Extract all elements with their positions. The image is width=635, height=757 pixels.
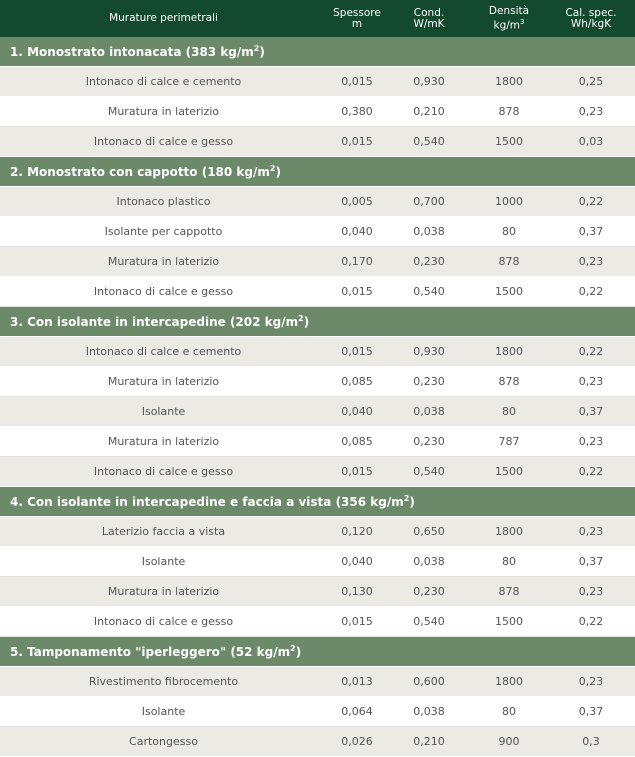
table-row bbox=[0, 247, 635, 277]
header-name-label: Murature perimetrali bbox=[109, 12, 218, 24]
table-row bbox=[0, 607, 635, 637]
section-title-text: 1. Monostrato intonacata (383 kg/m bbox=[10, 45, 254, 59]
section-title bbox=[10, 314, 309, 329]
section-title-close: ) bbox=[303, 315, 310, 329]
section-title bbox=[10, 44, 265, 59]
cell-cal: 0,37 bbox=[578, 225, 604, 238]
cell-cond: 0,650 bbox=[413, 525, 445, 538]
table-row bbox=[0, 727, 635, 757]
cell-cond: 0,038 bbox=[413, 555, 445, 568]
cell-spessore: 0,015 bbox=[341, 615, 373, 628]
cell-spessore: 0,130 bbox=[341, 585, 373, 598]
cell-material: Muratura in laterizio bbox=[107, 585, 220, 598]
cell-material: Isolante bbox=[141, 405, 186, 418]
cell-cal: 0,25 bbox=[578, 75, 604, 88]
header-spessore-label: Spessore bbox=[333, 6, 381, 19]
cell-densita: 80 bbox=[502, 405, 516, 418]
table-row bbox=[0, 367, 635, 397]
cell-material: Muratura in laterizio bbox=[107, 255, 220, 268]
cell-material: Muratura in laterizio bbox=[107, 105, 220, 118]
cell-material: Muratura in laterizio bbox=[107, 375, 220, 388]
cell-cal: 0,37 bbox=[578, 405, 604, 418]
cell-densita: 1500 bbox=[495, 615, 523, 628]
table-row bbox=[0, 67, 635, 97]
cell-spessore: 0,085 bbox=[341, 435, 373, 448]
header-cal-label: Cal. spec. bbox=[565, 6, 617, 19]
table-row bbox=[0, 577, 635, 607]
cell-densita: 80 bbox=[502, 225, 516, 238]
cell-spessore: 0,015 bbox=[341, 135, 373, 148]
section-title-text: 2. Monostrato con cappotto (180 kg/m bbox=[10, 165, 270, 179]
table-row bbox=[0, 277, 635, 307]
section-title-close: ) bbox=[295, 645, 302, 659]
table-row bbox=[0, 547, 635, 577]
section-title-text: 4. Con isolante in intercapedine e faccia a vista (356 kg/m bbox=[10, 495, 404, 509]
cell-cal: 0,03 bbox=[578, 135, 604, 148]
cell-spessore: 0,170 bbox=[341, 255, 373, 268]
section-title bbox=[10, 644, 301, 659]
section-header bbox=[0, 487, 635, 517]
table-header bbox=[0, 0, 635, 37]
cell-cond: 0,038 bbox=[413, 225, 445, 238]
cell-densita: 878 bbox=[498, 585, 520, 598]
cell-cond: 0,038 bbox=[413, 405, 445, 418]
cell-spessore: 0,040 bbox=[341, 225, 373, 238]
section-title-close: ) bbox=[275, 165, 281, 179]
table-row bbox=[0, 427, 635, 457]
section-title-exp: 2 bbox=[290, 644, 296, 653]
cell-densita: 1800 bbox=[495, 345, 523, 358]
cell-cal: 0,3 bbox=[582, 735, 600, 748]
section-title-exp: 2 bbox=[403, 494, 410, 503]
cell-cal: 0,22 bbox=[578, 465, 604, 478]
header-densita bbox=[471, 6, 547, 32]
cell-material: Isolante bbox=[141, 705, 186, 718]
cell-cond: 0,230 bbox=[413, 255, 445, 268]
cell-densita: 900 bbox=[498, 735, 520, 748]
cell-material: Intonaco di calce e cemento bbox=[85, 345, 242, 358]
section-header bbox=[0, 307, 635, 337]
cell-densita: 1800 bbox=[495, 75, 523, 88]
cell-cond: 0,930 bbox=[413, 75, 445, 88]
cell-cond: 0,540 bbox=[413, 615, 445, 628]
section-title bbox=[10, 494, 415, 509]
table-row bbox=[0, 517, 635, 547]
cell-material: Rivestimento fibrocemento bbox=[88, 675, 239, 688]
table-row bbox=[0, 127, 635, 157]
cell-material: Intonaco di calce e gesso bbox=[93, 615, 234, 628]
header-cond bbox=[387, 8, 471, 30]
cell-material: Intonaco di calce e gesso bbox=[93, 465, 234, 478]
cell-densita: 1500 bbox=[495, 285, 523, 298]
table-row bbox=[0, 337, 635, 367]
cell-densita: 878 bbox=[498, 375, 520, 388]
table-row bbox=[0, 667, 635, 697]
section-header bbox=[0, 37, 635, 67]
cell-cond: 0,540 bbox=[413, 135, 445, 148]
cell-spessore: 0,005 bbox=[341, 195, 373, 208]
table-body bbox=[0, 37, 635, 757]
cell-spessore: 0,015 bbox=[341, 285, 373, 298]
cell-cal: 0,23 bbox=[578, 675, 604, 688]
cell-densita: 1800 bbox=[495, 525, 523, 538]
section-title-close: ) bbox=[409, 495, 415, 509]
cell-spessore: 0,015 bbox=[341, 345, 373, 358]
cell-cal: 0,22 bbox=[578, 615, 604, 628]
cell-cal: 0,37 bbox=[578, 705, 604, 718]
header-densita-unit bbox=[494, 17, 525, 32]
header-densita-unit-base: kg/m bbox=[493, 19, 521, 32]
cell-material: Isolante bbox=[141, 555, 186, 568]
table-row bbox=[0, 697, 635, 727]
cell-material: Isolante per cappotto bbox=[104, 225, 223, 238]
cell-cal: 0,23 bbox=[578, 105, 604, 118]
header-spessore-unit: m bbox=[351, 17, 363, 30]
cell-material: Cartongesso bbox=[129, 735, 198, 748]
cell-cond: 0,700 bbox=[413, 195, 445, 208]
cell-material: Laterizio faccia a vista bbox=[101, 525, 226, 538]
cell-spessore: 0,015 bbox=[341, 465, 373, 478]
header-cal bbox=[547, 8, 635, 30]
header-cond-label: Cond. bbox=[413, 6, 445, 19]
cell-cond: 0,230 bbox=[413, 585, 445, 598]
table-row bbox=[0, 217, 635, 247]
cell-spessore: 0,120 bbox=[341, 525, 373, 538]
cell-spessore: 0,013 bbox=[341, 675, 373, 688]
cell-cal: 0,37 bbox=[578, 555, 604, 568]
header-densita-label: Densità bbox=[488, 4, 530, 17]
cell-cond: 0,540 bbox=[413, 285, 445, 298]
cell-densita: 1500 bbox=[495, 465, 523, 478]
cell-cal: 0,22 bbox=[578, 285, 604, 298]
table-row bbox=[0, 397, 635, 427]
cell-spessore: 0,380 bbox=[341, 105, 373, 118]
cell-densita: 878 bbox=[498, 255, 520, 268]
header-cond-unit: W/mK bbox=[413, 17, 445, 30]
table-row bbox=[0, 97, 635, 127]
cell-densita: 80 bbox=[502, 555, 516, 568]
cell-cal: 0,23 bbox=[578, 585, 604, 598]
cell-spessore: 0,026 bbox=[341, 735, 373, 748]
cell-cal: 0,23 bbox=[578, 525, 604, 538]
header-densita-unit-exp: 3 bbox=[520, 17, 525, 26]
table-row bbox=[0, 457, 635, 487]
cell-cal: 0,23 bbox=[578, 375, 604, 388]
cell-cond: 0,600 bbox=[413, 675, 445, 688]
cell-material: Intonaco di calce e gesso bbox=[93, 135, 234, 148]
cell-spessore: 0,040 bbox=[341, 555, 373, 568]
cell-densita: 878 bbox=[498, 105, 520, 118]
cell-densita: 1800 bbox=[495, 675, 523, 688]
cell-cond: 0,038 bbox=[413, 705, 445, 718]
cell-spessore: 0,040 bbox=[341, 405, 373, 418]
section-title-text: 3. Con isolante in intercapedine (202 kg/m bbox=[10, 315, 299, 329]
cell-material: Intonaco plastico bbox=[116, 195, 211, 208]
cell-spessore: 0,015 bbox=[341, 75, 373, 88]
cell-cond: 0,540 bbox=[413, 465, 445, 478]
cell-cal: 0,22 bbox=[578, 345, 604, 358]
section-header bbox=[0, 157, 635, 187]
cell-cond: 0,210 bbox=[413, 735, 445, 748]
header-name bbox=[0, 13, 327, 24]
cell-spessore: 0,064 bbox=[341, 705, 373, 718]
cell-cal: 0,23 bbox=[578, 435, 604, 448]
cell-densita: 80 bbox=[502, 705, 516, 718]
cell-material: Intonaco di calce e gesso bbox=[93, 285, 234, 298]
cell-spessore: 0,085 bbox=[341, 375, 373, 388]
section-title-close: ) bbox=[259, 45, 265, 59]
section-title-text: 5. Tamponamento "iperleggero" (52 kg/m bbox=[10, 645, 291, 659]
cell-cal: 0,22 bbox=[578, 195, 604, 208]
section-title-exp: 2 bbox=[298, 314, 304, 323]
cell-cond: 0,230 bbox=[413, 375, 445, 388]
cell-cal: 0,23 bbox=[578, 255, 604, 268]
cell-densita: 1000 bbox=[495, 195, 523, 208]
cell-material: Intonaco di calce e cemento bbox=[85, 75, 242, 88]
cell-densita: 1500 bbox=[495, 135, 523, 148]
header-cal-unit: Wh/kgK bbox=[570, 17, 612, 30]
section-title-exp: 2 bbox=[269, 164, 276, 173]
cell-cond: 0,230 bbox=[413, 435, 445, 448]
cell-cond: 0,210 bbox=[413, 105, 445, 118]
cell-densita: 787 bbox=[498, 435, 520, 448]
table-row bbox=[0, 187, 635, 217]
section-title bbox=[10, 164, 281, 179]
section-title-exp: 2 bbox=[253, 44, 260, 53]
section-header bbox=[0, 637, 635, 667]
cell-material: Muratura in laterizio bbox=[107, 435, 220, 448]
header-spessore bbox=[327, 8, 387, 30]
cell-cond: 0,930 bbox=[413, 345, 445, 358]
